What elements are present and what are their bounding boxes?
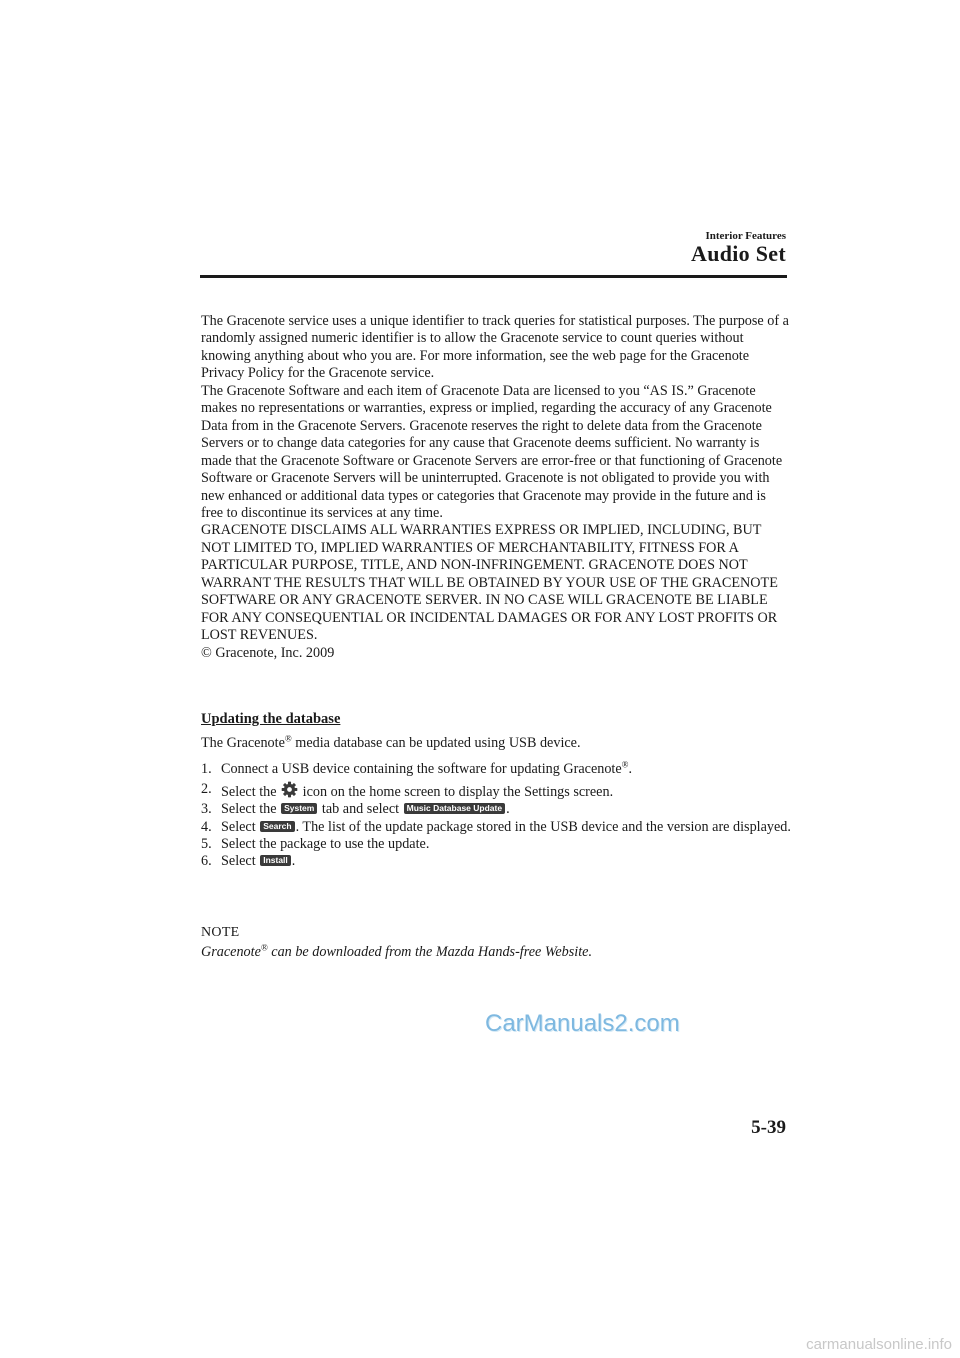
step-4 — [201, 819, 791, 836]
registered-mark: ® — [621, 759, 629, 770]
step-3 — [201, 801, 791, 818]
step-text-end: . — [291, 853, 296, 870]
step-text: Select — [221, 818, 260, 835]
step-6 — [201, 853, 791, 870]
header-divider — [200, 275, 787, 278]
footer-watermark: carmanualsonline.info — [806, 1336, 952, 1353]
step-text: Select — [221, 853, 260, 870]
step-text-mid: tab and select — [318, 801, 403, 818]
section-intro — [201, 735, 791, 752]
gracenote-license-text — [201, 313, 791, 662]
system-tab-button: System — [281, 803, 317, 814]
step-1 — [201, 761, 791, 778]
step-text: Select the package to use the update. — [221, 835, 430, 852]
step-5 — [201, 836, 791, 853]
step-text-end: . — [628, 761, 633, 777]
carmanuals-watermark: CarManuals2.com — [485, 1010, 680, 1037]
running-header-section: Interior Features — [705, 230, 786, 242]
step-number: 4. — [201, 818, 212, 835]
gear-icon — [281, 781, 298, 798]
step-text-after: . The list of the update package stored in the USB device and the version are displayed. — [295, 818, 791, 835]
step-2 — [201, 781, 791, 801]
intro-text-before: The Gracenote — [201, 735, 285, 751]
note-text — [201, 944, 592, 961]
step-number: 6. — [201, 853, 212, 870]
music-database-update-button: Music Database Update — [404, 803, 505, 814]
running-header-title: Audio Set — [691, 241, 786, 266]
step-text: Select the — [221, 784, 281, 801]
step-number: 5. — [201, 835, 212, 852]
paragraph-disclaimer: GRACENOTE DISCLAIMS ALL WARRANTIES EXPRESS OR IMPLIED, INCLUDING, BUT NOT LIMITED TO, IMPLIED WARRANTIES OF MERCHANTABILITY, FITNESS FOR A PARTICULAR PURPOSE, TITLE, AND NON-INFRINGEMENT. GRACENOTE DOES NOT WARRANT THE RESULTS THAT WILL BE OBTAINED BY YOUR USE OF THE GRACENOTE SOFTWARE OR ANY GRACENOTE SERVER. IN NO CASE WILL GRACENOTE BE LIABLE FOR ANY CONSEQUENTIAL OR INCIDENTAL DAMAGES OR FOR ANY LOST PROFITS OR LOST REVENUES. — [201, 522, 778, 644]
intro-text-after: media database can be updated using USB device. — [291, 735, 581, 751]
install-button: Install — [260, 855, 291, 866]
note-text-before: Gracenote — [201, 944, 261, 960]
step-number: 3. — [201, 801, 212, 818]
step-text-end: . — [506, 801, 510, 818]
search-button: Search — [260, 821, 294, 832]
step-number: 2. — [201, 781, 212, 798]
page-number: 5-39 — [751, 1117, 786, 1138]
step-number: 1. — [201, 761, 212, 777]
paragraph-privacy: The Gracenote service uses a unique identifier to track queries for statistical purposes. The purpose of a randomly assigned numeric identifier is to allow the Gracenote service to count queries without knowing anything about who you are. For more information, see the web page for the Gracenote Privacy Policy for the Gracenote service. — [201, 313, 789, 382]
step-text-after: icon on the home screen to display the Settings screen. — [299, 784, 614, 801]
section-heading-updating-database: Updating the database — [201, 711, 341, 727]
note-text-after: can be downloaded from the Mazda Hands-free Website. — [267, 944, 593, 960]
registered-mark: ® — [260, 942, 268, 953]
note-label: NOTE — [201, 925, 240, 940]
copyright-line: © Gracenote, Inc. 2009 — [201, 644, 335, 661]
paragraph-as-is: The Gracenote Software and each item of Gracenote Data are licensed to you “AS IS.” Gracenote makes no representations or warranties, express or implied, regarding the accuracy of any Gracenote Data from in the Gracenote Servers. Gracenote reserves the right to delete data from the Gracenote Servers or to change data categories for any cause that Gracenote deems sufficient. No warranty is made that the Gracenote Software or Gracenote Servers are error-free or that functioning of Gracenote Software or Gracenote Servers will be uninterrupted. Gracenote is not obligated to provide you with new enhanced or additional data types or categories that Gracenote may provide in the future and is free to discontinue its services at any time. — [201, 382, 783, 521]
update-steps-list — [201, 761, 791, 870]
step-text: Connect a USB device containing the software for updating Gracenote — [221, 761, 622, 777]
step-text: Select the — [221, 801, 281, 818]
registered-mark: ® — [284, 733, 292, 744]
